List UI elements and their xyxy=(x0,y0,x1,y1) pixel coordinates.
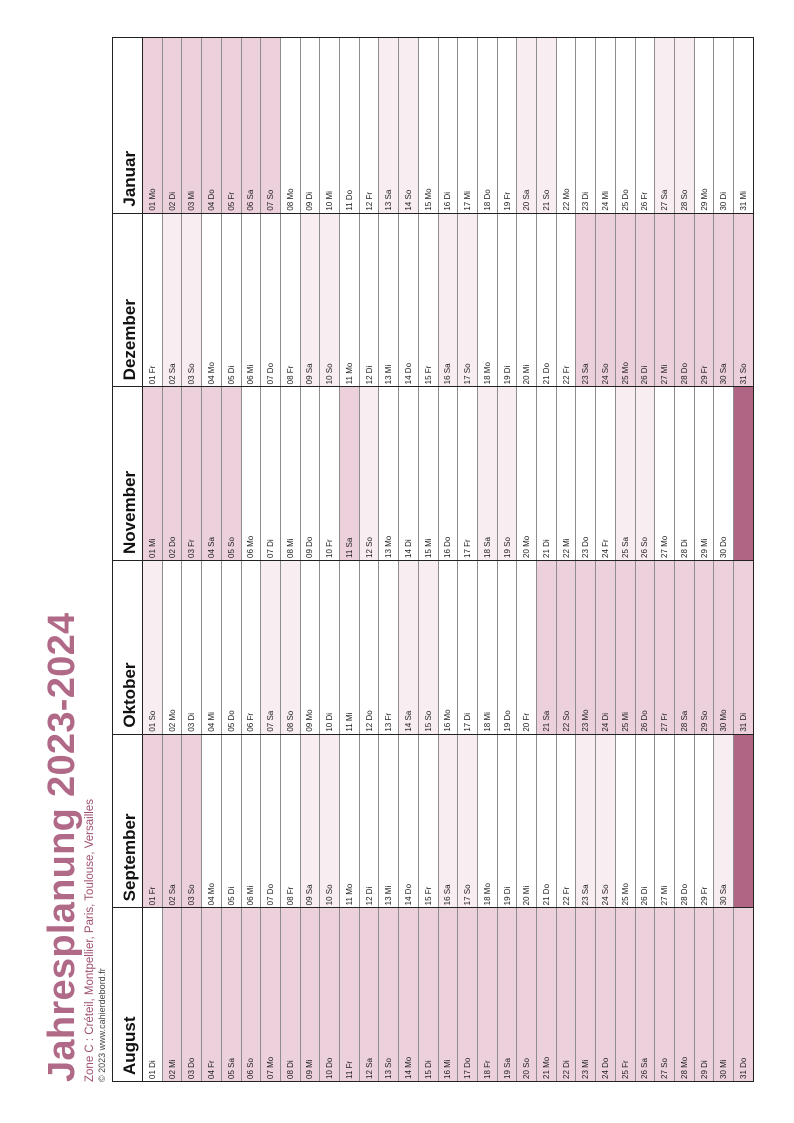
day-cell: 29 Fr xyxy=(695,214,715,387)
day-cell: 08 Di xyxy=(281,908,301,1081)
day-cell: 19 Do xyxy=(498,561,518,734)
day-cell: 27 Mo xyxy=(655,387,675,560)
day-cell: 14 Di xyxy=(399,387,419,560)
day-cell: 07 Do xyxy=(261,214,281,387)
day-cell: 06 So xyxy=(242,908,262,1081)
day-cell: 24 Mi xyxy=(596,38,616,213)
day-cell: 24 Do xyxy=(596,908,616,1081)
day-cell: 25 Fr xyxy=(616,908,636,1081)
day-cell: 18 Mo xyxy=(478,214,498,387)
day-cell: 30 Sa xyxy=(714,214,734,387)
day-cell: 27 Fr xyxy=(655,561,675,734)
month-column xyxy=(113,907,753,1081)
day-cell: 22 Fr xyxy=(557,735,577,908)
day-cell: 20 Fr xyxy=(517,561,537,734)
day-cell: 18 Do xyxy=(478,38,498,213)
zone-subtitle: Zone C : Créteil, Montpellier, Paris, Toulouse, Versailles xyxy=(84,799,96,1082)
day-cell: 28 Do xyxy=(675,214,695,387)
day-cell: 30 Di xyxy=(714,38,734,213)
day-cell: 09 Sa xyxy=(301,214,321,387)
day-cell: 22 So xyxy=(557,561,577,734)
day-cell: 06 Mo xyxy=(242,387,262,560)
day-cell: 13 Mo xyxy=(379,387,399,560)
day-cell: 28 Sa xyxy=(675,561,695,734)
day-cell: 09 Sa xyxy=(301,735,321,908)
day-cell: 12 Di xyxy=(360,735,380,908)
empty-day-cell xyxy=(734,387,753,560)
day-cell: 26 Do xyxy=(636,561,656,734)
day-cell: 01 Fr xyxy=(143,735,163,908)
day-cell: 29 Mo xyxy=(695,38,715,213)
day-cell: 08 Mo xyxy=(281,38,301,213)
day-cell: 03 So xyxy=(182,735,202,908)
day-cell: 27 Mi xyxy=(655,735,675,908)
day-cell: 05 Do xyxy=(222,561,242,734)
day-cell: 11 Sa xyxy=(340,387,360,560)
day-cell: 01 So xyxy=(143,561,163,734)
day-list xyxy=(143,561,753,734)
day-cell: 30 Mo xyxy=(714,561,734,734)
day-cell: 03 So xyxy=(182,214,202,387)
day-cell: 22 Di xyxy=(557,908,577,1081)
day-cell: 31 Mi xyxy=(734,38,753,213)
day-cell: 05 Di xyxy=(222,214,242,387)
month-column xyxy=(113,560,753,734)
day-cell: 06 Mi xyxy=(242,735,262,908)
day-cell: 16 Mi xyxy=(439,908,459,1081)
day-cell: 14 Do xyxy=(399,735,419,908)
day-cell: 24 So xyxy=(596,214,616,387)
day-cell: 07 Di xyxy=(261,387,281,560)
day-cell: 26 Di xyxy=(636,735,656,908)
empty-day-cell xyxy=(734,735,753,908)
day-cell: 08 Mi xyxy=(281,387,301,560)
day-cell: 29 Di xyxy=(695,908,715,1081)
day-cell: 10 So xyxy=(320,214,340,387)
day-cell: 14 So xyxy=(399,38,419,213)
day-cell: 14 Mo xyxy=(399,908,419,1081)
month-header: November xyxy=(113,387,143,560)
day-cell: 31 So xyxy=(734,214,753,387)
day-cell: 19 So xyxy=(498,387,518,560)
day-cell: 13 Fr xyxy=(379,561,399,734)
day-cell: 12 Fr xyxy=(360,38,380,213)
day-cell: 03 Do xyxy=(182,908,202,1081)
day-cell: 16 Do xyxy=(439,387,459,560)
day-cell: 25 Mo xyxy=(616,735,636,908)
day-cell: 04 Mo xyxy=(202,214,222,387)
day-cell: 10 So xyxy=(320,735,340,908)
day-cell: 01 Di xyxy=(143,908,163,1081)
day-cell: 09 Mi xyxy=(301,908,321,1081)
day-cell: 29 Fr xyxy=(695,735,715,908)
day-cell: 19 Sa xyxy=(498,908,518,1081)
day-cell: 27 So xyxy=(655,908,675,1081)
day-cell: 17 So xyxy=(458,214,478,387)
day-cell: 01 Mo xyxy=(143,38,163,213)
day-cell: 20 Mo xyxy=(517,387,537,560)
day-cell: 28 Do xyxy=(675,735,695,908)
day-cell: 13 So xyxy=(379,908,399,1081)
month-header: August xyxy=(113,908,143,1081)
copyright-text: © 2023 www.cahierdebord.fr xyxy=(97,968,107,1082)
day-cell: 23 Mi xyxy=(576,908,596,1081)
month-column xyxy=(113,38,753,213)
day-list xyxy=(143,735,753,908)
day-cell: 26 Di xyxy=(636,214,656,387)
day-cell: 16 Mo xyxy=(439,561,459,734)
day-cell: 15 Mi xyxy=(419,387,439,560)
rotated-content xyxy=(42,37,757,1082)
month-header: Dezember xyxy=(113,214,143,387)
day-cell: 02 Sa xyxy=(163,735,183,908)
day-cell: 12 Sa xyxy=(360,908,380,1081)
day-cell: 13 Mi xyxy=(379,214,399,387)
day-list xyxy=(143,214,753,387)
day-cell: 07 Mo xyxy=(261,908,281,1081)
day-cell: 04 Mi xyxy=(202,561,222,734)
day-cell: 21 So xyxy=(537,38,557,213)
day-cell: 18 Sa xyxy=(478,387,498,560)
day-cell: 30 Sa xyxy=(714,735,734,908)
month-column xyxy=(113,734,753,908)
day-cell: 04 Do xyxy=(202,38,222,213)
day-cell: 15 So xyxy=(419,561,439,734)
day-cell: 11 Mo xyxy=(340,214,360,387)
day-cell: 11 Mi xyxy=(340,561,360,734)
day-cell: 14 Do xyxy=(399,214,419,387)
day-cell: 26 Sa xyxy=(636,908,656,1081)
day-list xyxy=(143,38,753,213)
day-cell: 25 Mo xyxy=(616,214,636,387)
day-cell: 01 Mi xyxy=(143,387,163,560)
day-cell: 03 Fr xyxy=(182,387,202,560)
day-cell: 27 Mi xyxy=(655,214,675,387)
day-cell: 15 Di xyxy=(419,908,439,1081)
day-cell: 25 Do xyxy=(616,38,636,213)
day-cell: 05 Fr xyxy=(222,38,242,213)
day-cell: 12 So xyxy=(360,387,380,560)
day-cell: 08 Fr xyxy=(281,735,301,908)
day-cell: 03 Di xyxy=(182,561,202,734)
day-cell: 08 So xyxy=(281,561,301,734)
day-cell: 10 Di xyxy=(320,561,340,734)
day-cell: 22 Fr xyxy=(557,214,577,387)
day-cell: 21 Do xyxy=(537,735,557,908)
day-cell: 12 Do xyxy=(360,561,380,734)
day-cell: 03 Mi xyxy=(182,38,202,213)
day-cell: 29 So xyxy=(695,561,715,734)
day-cell: 09 Di xyxy=(301,38,321,213)
day-cell: 26 Fr xyxy=(636,38,656,213)
day-cell: 05 So xyxy=(222,387,242,560)
day-cell: 15 Fr xyxy=(419,735,439,908)
day-cell: 04 Fr xyxy=(202,908,222,1081)
day-cell: 21 Di xyxy=(537,387,557,560)
day-cell: 15 Mo xyxy=(419,38,439,213)
page-title: Jahresplanung 2023-2024 xyxy=(41,612,83,1082)
month-column xyxy=(113,213,753,387)
day-cell: 24 So xyxy=(596,735,616,908)
day-cell: 09 Do xyxy=(301,387,321,560)
day-cell: 24 Di xyxy=(596,561,616,734)
month-header: Januar xyxy=(113,38,143,213)
day-cell: 04 Sa xyxy=(202,387,222,560)
day-cell: 15 Fr xyxy=(419,214,439,387)
day-cell: 09 Mo xyxy=(301,561,321,734)
day-cell: 06 Sa xyxy=(242,38,262,213)
day-cell: 17 Do xyxy=(458,908,478,1081)
day-cell: 01 Fr xyxy=(143,214,163,387)
day-cell: 25 Mi xyxy=(616,561,636,734)
day-cell: 20 So xyxy=(517,908,537,1081)
day-cell: 10 Fr xyxy=(320,387,340,560)
day-cell: 25 Sa xyxy=(616,387,636,560)
day-cell: 05 Di xyxy=(222,735,242,908)
day-list xyxy=(143,908,753,1081)
day-cell: 02 Do xyxy=(163,387,183,560)
day-cell: 17 Fr xyxy=(458,387,478,560)
day-cell: 31 Do xyxy=(734,908,753,1081)
day-cell: 10 Mi xyxy=(320,38,340,213)
day-cell: 11 Do xyxy=(340,38,360,213)
day-cell: 02 Sa xyxy=(163,214,183,387)
day-cell: 26 So xyxy=(636,387,656,560)
day-cell: 21 Sa xyxy=(537,561,557,734)
day-cell: 22 Mi xyxy=(557,387,577,560)
day-cell: 23 Do xyxy=(576,387,596,560)
day-cell: 19 Fr xyxy=(498,38,518,213)
day-cell: 12 Di xyxy=(360,214,380,387)
day-cell: 16 Sa xyxy=(439,735,459,908)
day-cell: 23 Mo xyxy=(576,561,596,734)
day-cell: 18 Mi xyxy=(478,561,498,734)
day-cell: 20 Mi xyxy=(517,214,537,387)
day-cell: 07 Do xyxy=(261,735,281,908)
day-cell: 17 Mi xyxy=(458,38,478,213)
day-cell: 13 Mi xyxy=(379,735,399,908)
day-cell: 19 Di xyxy=(498,214,518,387)
month-column xyxy=(113,386,753,560)
month-header: Oktober xyxy=(113,561,143,734)
day-cell: 16 Di xyxy=(439,38,459,213)
day-cell: 02 Mo xyxy=(163,561,183,734)
day-cell: 30 Do xyxy=(714,387,734,560)
day-cell: 28 Di xyxy=(675,387,695,560)
day-cell: 20 Mi xyxy=(517,735,537,908)
day-cell: 23 Di xyxy=(576,38,596,213)
day-cell: 19 Di xyxy=(498,735,518,908)
day-list xyxy=(143,387,753,560)
day-cell: 22 Mo xyxy=(557,38,577,213)
day-cell: 23 Sa xyxy=(576,735,596,908)
day-cell: 18 Mo xyxy=(478,735,498,908)
day-cell: 11 Mo xyxy=(340,735,360,908)
day-cell: 18 Fr xyxy=(478,908,498,1081)
day-cell: 06 Fr xyxy=(242,561,262,734)
day-cell: 24 Fr xyxy=(596,387,616,560)
month-header: September xyxy=(113,735,143,908)
day-cell: 27 Sa xyxy=(655,38,675,213)
day-cell: 04 Mo xyxy=(202,735,222,908)
day-cell: 07 So xyxy=(261,38,281,213)
day-cell: 16 Sa xyxy=(439,214,459,387)
day-cell: 07 Sa xyxy=(261,561,281,734)
day-cell: 31 Di xyxy=(734,561,753,734)
day-cell: 17 So xyxy=(458,735,478,908)
day-cell: 30 Mi xyxy=(714,908,734,1081)
day-cell: 02 Di xyxy=(163,38,183,213)
day-cell: 10 Do xyxy=(320,908,340,1081)
day-cell: 29 Mi xyxy=(695,387,715,560)
day-cell: 28 Mo xyxy=(675,908,695,1081)
day-cell: 28 So xyxy=(675,38,695,213)
day-cell: 05 Sa xyxy=(222,908,242,1081)
day-cell: 11 Fr xyxy=(340,908,360,1081)
day-cell: 20 Sa xyxy=(517,38,537,213)
day-cell: 08 Fr xyxy=(281,214,301,387)
year-planner-grid xyxy=(112,37,754,1082)
day-cell: 13 Sa xyxy=(379,38,399,213)
day-cell: 17 Di xyxy=(458,561,478,734)
day-cell: 06 Mi xyxy=(242,214,262,387)
day-cell: 21 Do xyxy=(537,214,557,387)
day-cell: 23 Sa xyxy=(576,214,596,387)
day-cell: 21 Mo xyxy=(537,908,557,1081)
day-cell: 14 Sa xyxy=(399,561,419,734)
day-cell: 02 Mi xyxy=(163,908,183,1081)
